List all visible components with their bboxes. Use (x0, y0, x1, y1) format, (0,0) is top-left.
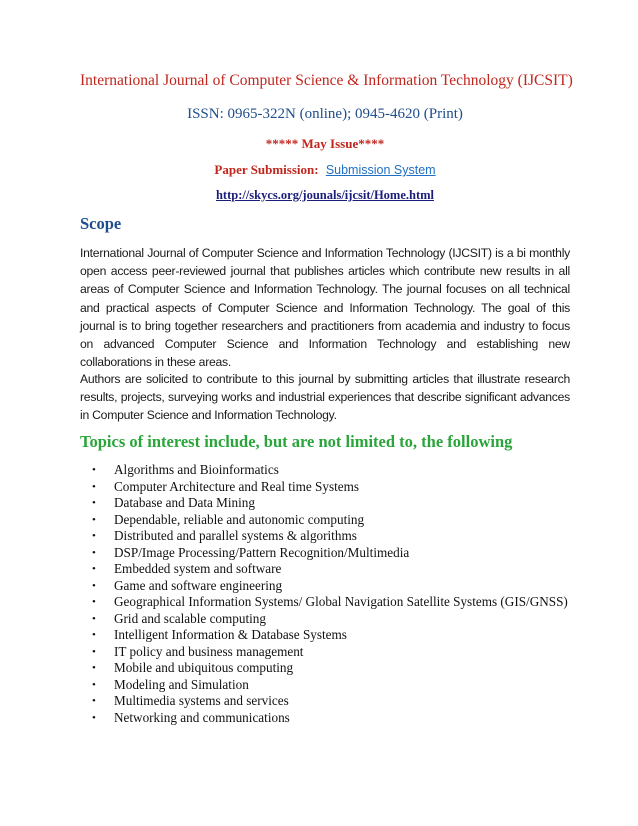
bullet-icon: • (92, 662, 96, 674)
topic-list-item (80, 660, 570, 677)
topic-list-item (80, 693, 570, 710)
bullet-icon: • (92, 678, 96, 691)
topic-list-item (80, 627, 570, 644)
paper-submission-label: Paper Submission: (214, 162, 319, 177)
topic-list-item (80, 677, 570, 694)
topic-label: Intelligent Information & Database Systems (114, 627, 347, 642)
topic-list-item (80, 495, 570, 512)
topic-label: Game and software engineering (114, 577, 283, 593)
journal-url[interactable] (80, 188, 570, 203)
topic-list-item (80, 462, 570, 479)
topic-list-item (80, 528, 570, 545)
topic-label: Algorithms and Bioinformatics (114, 462, 279, 477)
bullet-icon: • (92, 530, 96, 542)
topic-label: Dependable, reliable and autonomic computing (114, 511, 365, 527)
topic-label: Mobile and ubiquitous computing (114, 660, 294, 675)
topic-list-item (80, 545, 570, 562)
bullet-icon: • (92, 645, 96, 658)
topic-list-item (80, 594, 570, 611)
topic-label: Modeling and Simulation (114, 676, 249, 692)
paper-submission-line (80, 162, 570, 178)
topic-list-item (80, 561, 570, 578)
bullet-icon: • (92, 629, 96, 641)
bullet-icon: • (92, 464, 96, 476)
authors-paragraph: Authors are solicited to contribute to this journal by submitting articles that illustrate research results, projects, surveying works and industrial experiences that describe significant advances in Computer Science and Information Technology. (80, 372, 570, 423)
topic-label: Multimedia systems and services (114, 693, 289, 708)
bullet-icon: • (92, 612, 96, 625)
bullet-icon: • (92, 563, 96, 575)
issue-banner: ***** May Issue**** (265, 136, 385, 151)
topic-label: Networking and communications (114, 709, 290, 725)
topic-label: Geographical Information Systems/ Global Navigation Satellite Systems (GIS/GNSS) (114, 594, 568, 609)
journal-url-text[interactable]: http://skycs.org/jounals/ijcsit/Home.html (215, 188, 435, 202)
topic-list-item (80, 710, 570, 727)
topic-label: Embedded system and software (114, 561, 282, 576)
topic-list-item (80, 611, 570, 628)
bullet-icon: • (92, 513, 96, 526)
topic-label: DSP/Image Processing/Pattern Recognition/Multimedia (114, 544, 410, 560)
scope-heading: Scope (80, 214, 122, 233)
journal-title: International Journal of Computer Science & Information Technology (IJCSIT) (80, 72, 573, 89)
bullet-icon: • (92, 497, 96, 509)
topic-list-item (80, 644, 570, 661)
topic-label: IT policy and business management (114, 643, 304, 659)
bullet-icon: • (92, 711, 96, 724)
bullet-icon: • (92, 579, 96, 592)
topics-list (80, 462, 570, 726)
bullet-icon: • (92, 695, 96, 707)
bullet-icon: • (92, 596, 96, 608)
topic-list-item (80, 512, 570, 529)
topic-list-item (80, 578, 570, 595)
topic-label: Distributed and parallel systems & algorithms (114, 528, 357, 543)
issn-line: ISSN: 0965-322N (online); 0945-4620 (Print) (187, 106, 463, 122)
topic-label: Computer Architecture and Real time Systems (114, 478, 360, 494)
bullet-icon: • (92, 546, 96, 559)
submission-system-link[interactable]: Submission System (325, 163, 436, 177)
topic-label: Database and Data Mining (114, 495, 255, 510)
topic-label: Grid and scalable computing (114, 610, 266, 626)
topic-list-item (80, 479, 570, 496)
bullet-icon: • (92, 480, 96, 493)
topics-heading: Topics of interest include, but are not limited to, the following (80, 432, 513, 451)
scope-paragraph: International Journal of Computer Science and Information Technology (IJCSIT) is a bi monthly open access peer-reviewed journal that publishes articles which contribute new results in all areas of Computer Science and Information Technology. The journal focuses on all technical and practical aspects of Computer Science and Information Technology. The goal of this journal is to bring together researchers and practitioners from academia and industry to focus on advanced Computer Science and Information Technology and establishing new collaborations in these areas. (80, 246, 570, 370)
